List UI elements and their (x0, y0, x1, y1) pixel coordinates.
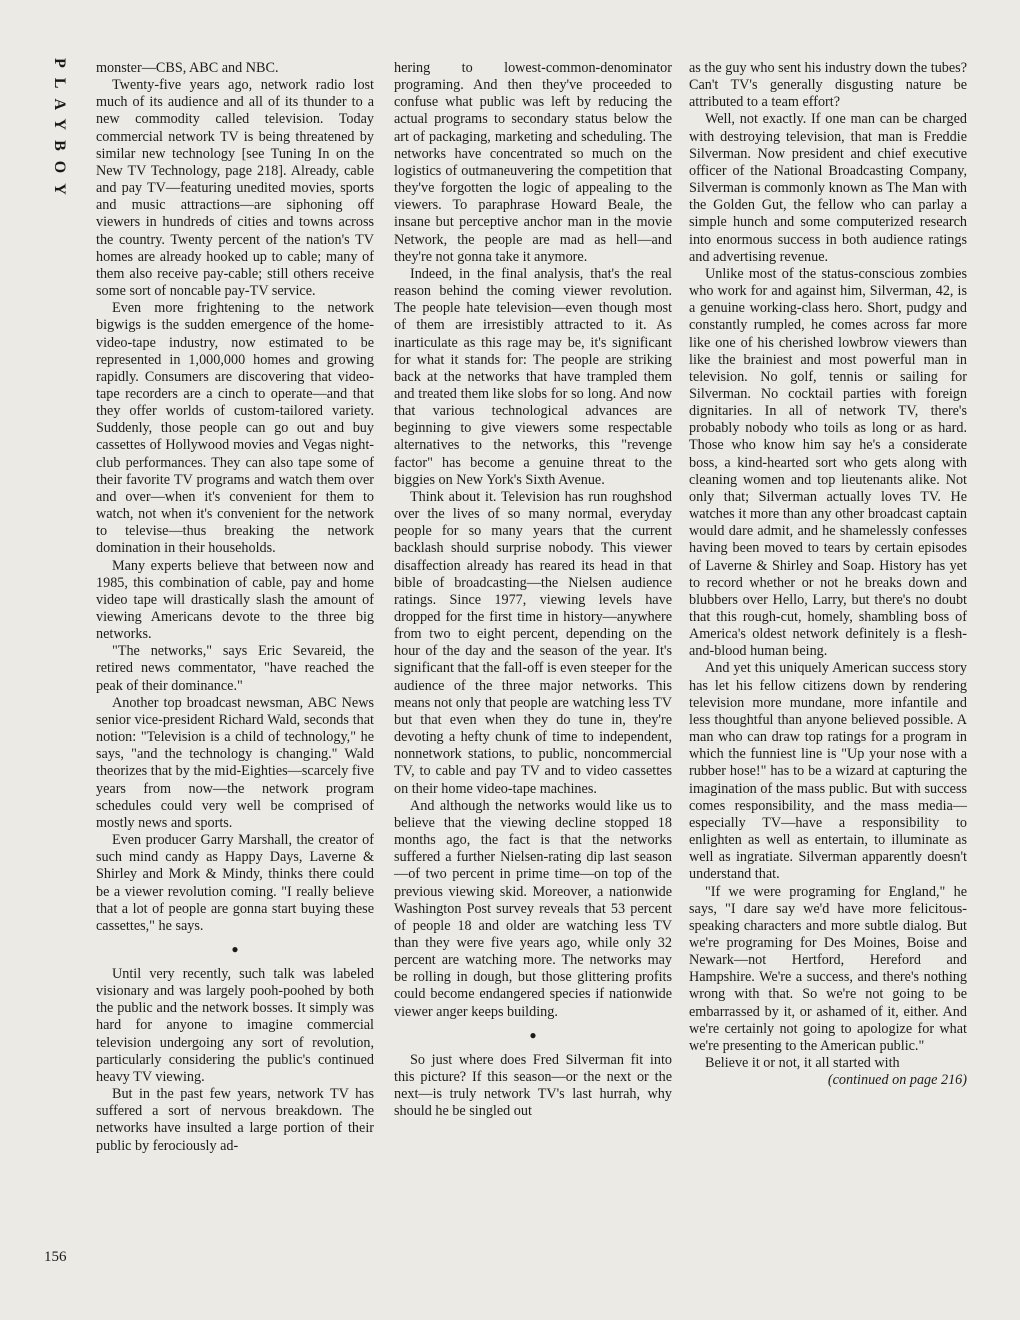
paragraph: Even more frightening to the network bigwigs is the sudden emergence of the home-video-tape industry, now estimated to be represented in 1,000,000 homes and growing rapidly. Consumers are discovering that video-tape recorders are a cinch to operate—and that they offer worlds of custom-tailored variety. Suddenly, those people can go out and buy cassettes of Hollywood movies and Vegas night-club performances. They can also tape some of their favorite TV programs and watch them over and over—when it's convenient for them to watch, not when it's convenient for the network to televise—thus breaking the network domination in their households. (96, 300, 374, 557)
paragraph: Unlike most of the status-conscious zombies who work for and against him, Silverman, 42, is a genuine working-class hero. Short, pudgy and constantly rumpled, he comes across far more like one of his cherished lowbrow viewers than like the brainiest and most powerful man in television. No golf, tennis or sailing for Silverman. No cocktail parties with foreign dignitaries. In all of network TV, there's probably nobody who toils as long or as hard. Those who know him say he's a considerate boss, a kind-hearted sort who gets along with cleaning women and top lieutenants alike. Not only that; Silverman actually loves TV. He watches it more than any other broadcast captain would dare admit, and he shamelessly confesses having been moved to tears by certain episodes of Laverne & Shirley and Soap. History has yet to record whether or not he breaks down and blubbers over Hello, Larry, but there's no doubt that this rough-cut, homely, shambling boss of America's oldest network definitely is a flesh-and-blood human being. (689, 265, 967, 660)
paragraph: "If we were programing for England," he says, "I dare say we'd have more felicitous-speaking characters and more subtle dialog. But we're programing for Des Moines, Boise and Newark—not Hertford, Hereford and Hampshire. We're a success, and there's nothing wrong with that. So we're not going to be embarrassed by it, or ashamed of it, either. And we're certainly not going to apologize for what we're presenting to the American public." (689, 883, 967, 1054)
section-separator: ● (231, 941, 239, 956)
paragraph: And yet this uniquely American success story has let his fellow citizens down by rendering television more mundane, more infantile and less thoughtful than anyone believed possible. A man who can draw top ratings for a program in which the funniest line is "Up your nose with a rubber hose!" has to be a wizard at capturing the imagination of the mass public. But with success comes responsibility, and the mass media—especially TV—have a responsibility to enlighten as well as entertain, to illuminate as well as ingratiate. Silverman apparently doesn't understand that. (689, 660, 967, 883)
paragraph: Well, not exactly. If one man can be charged with destroying television, that man is Freddie Silverman. Now president and chief executive officer of the National Broadcasting Company, Silverman is commonly known as The Man with the Golden Gut, the fellow who can parlay a simple hunch and some computerized research into enormous success in both audience ratings and advertising revenue. (689, 111, 967, 265)
paragraph: as the guy who sent his industry down the tubes? Can't TV's generally disgusting nature be attributed to a team effort? (689, 60, 967, 111)
article-column-2 (394, 60, 672, 1120)
paragraph: Twenty-five years ago, network radio lost much of its audience and all of its thunder to a new commodity called television. Today commercial network TV is being threatened by similar new technology [see Tuning In on the New TV Technology, page 218]. Already, cable and pay TV—featuring unedited movies, sports and music attractions—are siphoning off viewers in hundreds of cities and towns across the country. Twenty percent of the nation's TV homes are already hooked up to cable; many of them also receive pay-cable; still others receive some sort of noncable pay-TV service. (96, 77, 374, 300)
magazine-masthead: PLAYBOY (51, 58, 68, 205)
paragraph: "The networks," says Eric Sevareid, the retired news commentator, "have reached the peak of their dominance." (96, 643, 374, 694)
paragraph: Believe it or not, it all started with (705, 1055, 900, 1072)
paragraph: Even producer Garry Marshall, the creator of such mind candy as Happy Days, Laverne & Shirley and Mork & Mindy, thinks there could be a viewer revolution coming. "I really believe that a lot of people are gonna start buying these cassettes," he says. (96, 832, 374, 934)
paragraph: hering to lowest-common-denominator programing. And then they've proceeded to confuse what public was left by reducing the actual programs to secondary status below the art of packaging, marketing and scheduling. The networks have concentrated so much on the logistics of outmaneuvering the competition that they've forgotten the logic of appealing to the viewers. To paraphrase Howard Beale, the insane but perceptive anchor man in the movie Network, the people are mad as hell—and they're not gonna take it anymore. (394, 60, 672, 265)
article-column-3 (689, 60, 967, 1089)
paragraph: And although the networks would like us to believe that the viewing decline stopped 18 months ago, the fact is that the networks suffered a further Nielsen-rating dip last season—of two percent in prime time—on top of the previous viewing skid. Moreover, a nationwide Washington Post survey reveals that 53 percent of people 18 and older are watching less TV than they were five years ago, while only 32 percent are watching more. The networks may be rolling in dough, but those glittering profits could become endangered species if nationwide viewer anger keeps building. (394, 797, 672, 1020)
paragraph: Many experts believe that between now and 1985, this combination of cable, pay and home video tape will drastically slash the amount of viewing Americans devote to the three big networks. (96, 557, 374, 643)
paragraph: Another top broadcast newsman, ABC News senior vice-president Richard Wald, seconds that notion: "Television is a child of technology," he says, "and the technology is changing." Wald theorizes that by the mid-Eighties—scarcely five years from now—the network program schedules could very well be comprised of mostly news and sports. (96, 694, 374, 831)
paragraph: But in the past few years, network TV has suffered a sort of nervous breakdown. The networks have insulted a large portion of their public by ferociously ad- (96, 1086, 374, 1154)
paragraph: Until very recently, such talk was labeled visionary and was largely pooh-poohed by both the public and the network bosses. It simply was hard for anyone to imagine commercial television undergoing any sort of revolution, particularly considering the public's continued heavy TV viewing. (96, 965, 374, 1085)
paragraph: monster—CBS, ABC and NBC. (96, 60, 279, 76)
paragraph: Think about it. Television has run roughshod over the lives of so many normal, everyday people for so many years that the current backlash should surprise nobody. This viewer disaffection already has reared its head in that bible of broadcasting—the Nielsen audience ratings. Since 1977, viewing levels have dropped for the first time in history—anywhere from two to eight percent, depending on the hour of the day and the season of the year. It's significant that the fall-off is even steeper for the audience of the three major networks. This means not only that people are watching less TV but that even when they do tune in, they're devoting a hefty chunk of time to independent, nonnetwork stations, to public, noncommercial TV, to cable and pay TV and to video cassettes on their home video-tape machines. (394, 488, 672, 797)
article-column-1 (96, 60, 374, 1155)
page-number: 156 (44, 1249, 67, 1265)
section-separator: ● (529, 1027, 537, 1042)
paragraph: So just where does Fred Silverman fit into this picture? If this season—or the next or the next—is truly network TV's last hurrah, why should he be singled out (394, 1051, 672, 1120)
continued-note: (continued on page 216) (827, 1072, 967, 1089)
paragraph: Indeed, in the final analysis, that's the real reason behind the coming viewer revolution. The people hate television—even though most of them are irresistibly attracted to it. As inarticulate as this rage may be, it's significant for what it stands for: The people are striking back at the networks that have trampled them and treated them like slobs for so long. And now that various technological advances are beginning to give viewers some respectable alternatives to the networks, this "revenge factor" has become a genuine threat to the biggies on New York's Sixth Avenue. (394, 265, 672, 488)
